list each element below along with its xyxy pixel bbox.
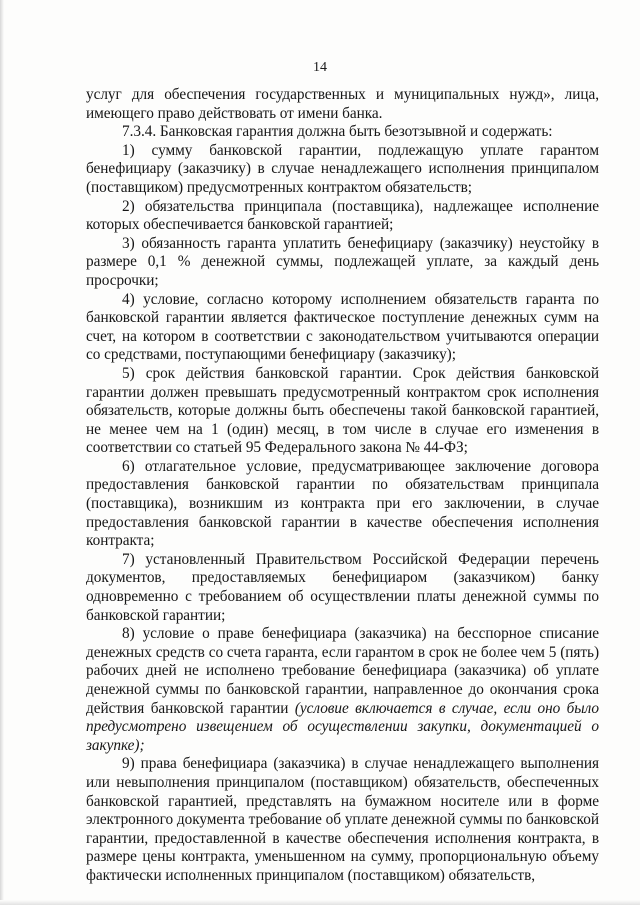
clause-item-8-note: (условие включается в случае, если оно было предусмотрено извещением об осуществлении закупки, документацией о закупке); [86, 699, 599, 754]
clause-item-1: 1) сумму банковской гарантии, подлежащую уплате гарантом бенефициару (заказчику) в случае ненадлежащего исполнения принципалом (поставщиком) предусмотренных контрактом обязательств; [86, 141, 599, 196]
scan-shadow-edge [0, 0, 4, 905]
clause-item-5: 5) срок действия банковской гарантии. Срок действия банковской гарантии должен превышать предусмотренный контрактом срок исполнения обязательств, которые должны быть обеспечены такой банковской гарантией, не менее чем на 1 (один) месяц, в том числе в случае его изменения в соответствии со статьей 95 Федерального закона № 44-ФЗ; [86, 364, 599, 457]
scan-shadow-bottom [0, 900, 640, 905]
clause-item-7: 7) установленный Правительством Российской Федерации перечень документов, предоставляемых бенефициаром (заказчиком) банку одновременно с требованием об осуществлении платы денежной суммы по банковской гарантии; [86, 550, 599, 624]
clause-item-6: 6) отлагательное условие, предусматривающее заключение договора предоставления банковской гарантии по обязательствам принципала (поставщика), возникшим из контракта при его заключении, в случае предоставления банковской гарантии в качестве обеспечения исполнения контракта; [86, 457, 599, 550]
clause-item-4: 4) условие, согласно которому исполнением обязательств гаранта по банковской гарантии является фактическое поступление денежных сумм на счет, на котором в соответствии с законодательством учитываются операции со средствами, поступающими бенефициару (заказчику); [86, 290, 599, 364]
clause-item-9: 9) права бенефициара (заказчика) в случае ненадлежащего выполнения или невыполнения принципалом (поставщиком) обязательств, обеспеченных банковской гарантией, представлять на бумажном носителе или в форме электронного документа требование об уплате денежной суммы по банковской гарантии, предоставленной в качестве обеспечения исполнения контракта, в размере цены контракта, уменьшенном на сумму, пропорциональную объему фактически исполненных принципалом (поставщиком) обязательств, [86, 755, 599, 884]
paragraph-continuation: услуг для обеспечения государственных и муниципальных нужд», лица, имеющего право действовать от имени банка. [86, 86, 599, 122]
document-body [86, 86, 599, 886]
clause-item-8-text: 8) условие о праве бенефициара (заказчика) на бесспорное списание денежных средств со счета гаранта, если гарантом в срок не более чем 5 (пять) рабочих дней не исполнено требование бенефициара (заказчика) об уплате денежной суммы по банковской гарантии, направленное до окончания срока действия банковской гарантии [86, 625, 599, 717]
clause-item-3: 3) обязанность гаранта уплатить бенефициару (заказчику) неустойку в размере 0,1 % денежной суммы, подлежащей уплате, за каждый день просрочки; [86, 234, 599, 289]
clause-item-2: 2) обязательства принципала (поставщика), надлежащее исполнение которых обеспечивается банковской гарантией; [86, 197, 599, 234]
page-number: 14 [313, 60, 327, 75]
clause-7-3-4-heading: 7.3.4. Банковская гарантия должна быть безотзывной и содержать: [122, 123, 553, 141]
clause-item-8 [86, 625, 599, 755]
